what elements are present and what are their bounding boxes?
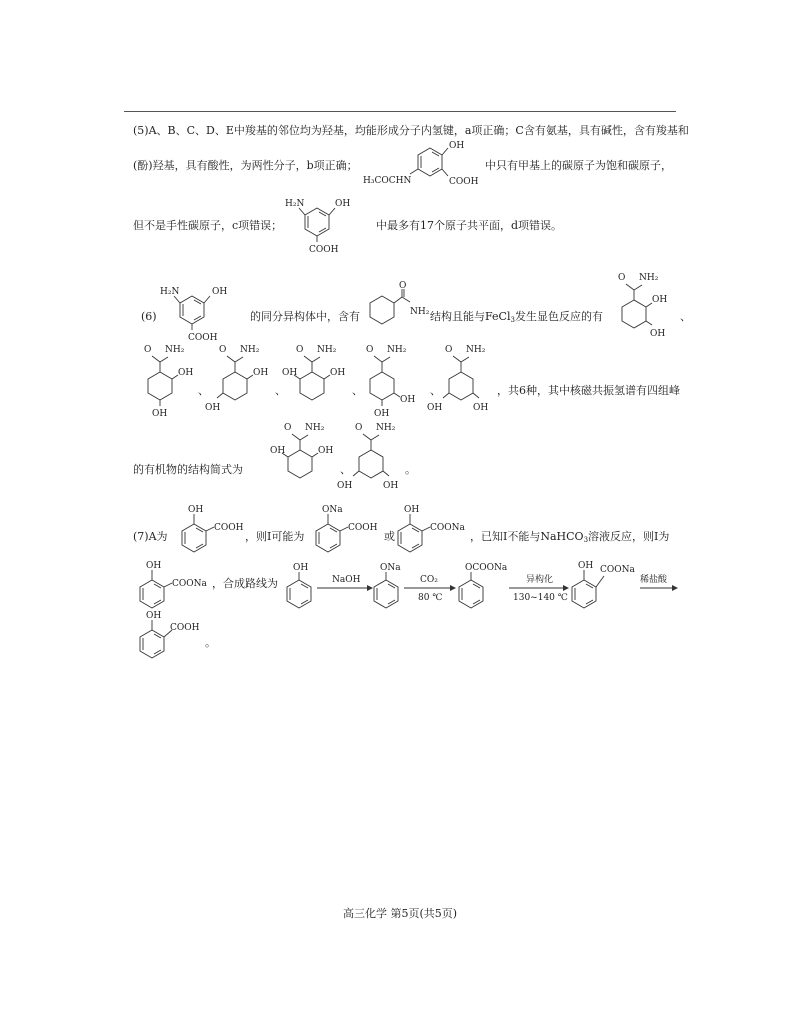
p6-label: (6) (141, 310, 157, 323)
isomerization-text: 异构化 (526, 575, 554, 585)
answer-structure-1 (270, 420, 340, 492)
nh2-text: NH₂ (376, 423, 396, 433)
cooh-text: COOH (348, 523, 378, 533)
separator: 、 (430, 384, 441, 397)
oh-text: OH (427, 403, 443, 413)
h2n-text: H₂N (160, 287, 180, 297)
o-text: O (355, 423, 363, 433)
nh2-text: NH₂ (639, 273, 659, 283)
p7-route: ，合成路线为 (212, 577, 278, 590)
p7-structure-I-option2 (394, 500, 484, 558)
p7-structure-I-option1 (312, 500, 392, 558)
separator: 、 (680, 310, 691, 323)
route-arrow-1 (315, 570, 375, 594)
h2n-text: H₂N (285, 199, 305, 209)
oh-text: OH (330, 368, 346, 378)
nh2-text: NH₂ (466, 345, 486, 355)
coona-text: COONa (172, 579, 207, 589)
nh2-text: NH₂ (410, 307, 430, 317)
separator: 、 (340, 463, 351, 476)
p5-line3b: 中最多有17个原子共平面，d项错误。 (376, 219, 563, 232)
oh-text: OH (383, 481, 399, 491)
oh-text: OH (205, 403, 221, 413)
header-rule (124, 111, 676, 112)
oh-text: OH (282, 368, 298, 378)
nh2-text: NH₂ (305, 423, 325, 433)
coona-text: COONa (430, 523, 465, 533)
route-arrow-3 (507, 566, 571, 604)
o-text: O (284, 423, 292, 433)
o-text: O (144, 345, 152, 355)
p7-structure-A (178, 500, 258, 558)
isomer-1 (612, 268, 682, 340)
p7-label: (7)A为 (133, 530, 168, 543)
cooh-text: COOH (170, 623, 200, 633)
oh-text: OH (449, 141, 465, 151)
route-phenylcarbonate (455, 560, 515, 610)
oh-text: OH (473, 403, 489, 413)
oh-text: OH (400, 395, 416, 405)
p7-end: 。 (205, 636, 216, 649)
page-footer: 高三化学 第5页(共5页) (342, 907, 458, 920)
isomer-2 (140, 342, 200, 422)
oh-text: OH (578, 561, 594, 571)
ona-text: ONa (322, 505, 343, 515)
oh-text: OH (293, 563, 309, 573)
o-text: O (366, 345, 374, 355)
o-text: O (445, 345, 453, 355)
p5-structure-acetamido (360, 136, 480, 192)
isomer-6 (425, 342, 500, 422)
p5-structure-aminosalicylic (285, 196, 365, 255)
route-arrow-4 (638, 570, 680, 594)
oh-text: OH (335, 199, 351, 209)
p7-text1: ，则I可能为 (245, 530, 305, 543)
p6-text1: 的同分异构体中，含有 (250, 310, 360, 323)
separator: 、 (198, 384, 209, 397)
temp-80-text: 80 ℃ (418, 593, 443, 603)
oh-text: OH (152, 409, 168, 419)
o-text: O (399, 281, 407, 291)
oh-text: OH (337, 481, 353, 491)
oh-text: OH (404, 505, 420, 515)
p5-line3a: 但不是手性碳原子，c项错误； (133, 219, 283, 232)
oh-text: OH (652, 295, 668, 305)
oh-text: OH (212, 287, 228, 297)
oh-text: OH (146, 611, 162, 621)
p5-line2a: (酚)羟基，具有酸性，为两性分子，b项正确； (133, 159, 358, 172)
cooh-text: COOH (214, 523, 244, 533)
route-product (136, 606, 216, 664)
cooh-text: COOH (449, 177, 479, 187)
isomer-4 (282, 342, 352, 422)
o-text: O (618, 273, 626, 283)
hcl-text: 稀盐酸 (640, 575, 668, 585)
ocoona-text: OCOONa (465, 563, 508, 573)
oh-text: OH (270, 446, 286, 456)
p6-result-text: 的有机物的结构简式为 (133, 463, 243, 476)
oh-text: OH (188, 505, 204, 515)
nh2-text: NH₂ (317, 345, 337, 355)
p5-line1: (5)A、B、C、D、E中羧基的邻位均为羟基，均能形成分子内氢键，a项正确；C含有氨基，具有碱性，含有羧基和 (133, 124, 689, 137)
answer-structure-2 (335, 420, 410, 500)
oh-text: OH (146, 561, 162, 571)
temp-130-text: 130~140 ℃ (513, 593, 568, 603)
p6-structure-benzamide (368, 281, 430, 330)
nh2-text: NH₂ (387, 345, 407, 355)
p6-end: 。 (405, 463, 416, 476)
ona-text: ONa (380, 563, 401, 573)
p7-or: 或 (384, 530, 395, 543)
p6-text2: 结构且能与FeCl$_3$发生显色反应的有 (430, 310, 603, 324)
route-arrow-2 (402, 566, 458, 604)
separator: 、 (352, 384, 363, 397)
route-salicylate (568, 556, 648, 614)
o-text: O (296, 345, 304, 355)
co2-text: CO₂ (420, 575, 438, 585)
isomer-3 (205, 342, 275, 422)
oh-text: OH (318, 446, 334, 456)
cooh-text: COOH (188, 333, 218, 343)
p5-line2b: 中只有甲基上的碳原子为饱和碳原子， (485, 159, 672, 172)
oh-text: OH (178, 368, 194, 378)
separator: 、 (275, 384, 286, 397)
oh-text: OH (374, 409, 390, 419)
acetamido-text: H₃COCHN (363, 176, 412, 186)
isomer-5 (360, 342, 430, 422)
oh-text: OH (650, 329, 666, 339)
o-text: O (219, 345, 227, 355)
p6-count-text: ，共6种，其中核磁共振氢谱有四组峰 (497, 384, 680, 397)
naoh-text: NaOH (332, 575, 361, 585)
coona-text: COONa (600, 565, 635, 575)
cooh-text: COOH (309, 245, 339, 255)
p6-structure-aminosalicylic (160, 282, 250, 342)
nh2-text: NH₂ (165, 345, 185, 355)
p7-text2: ，已知I不能与NaHCO$_3$溶液反应，则I为 (470, 530, 670, 544)
oh-text: OH (253, 368, 269, 378)
nh2-text: NH₂ (240, 345, 260, 355)
